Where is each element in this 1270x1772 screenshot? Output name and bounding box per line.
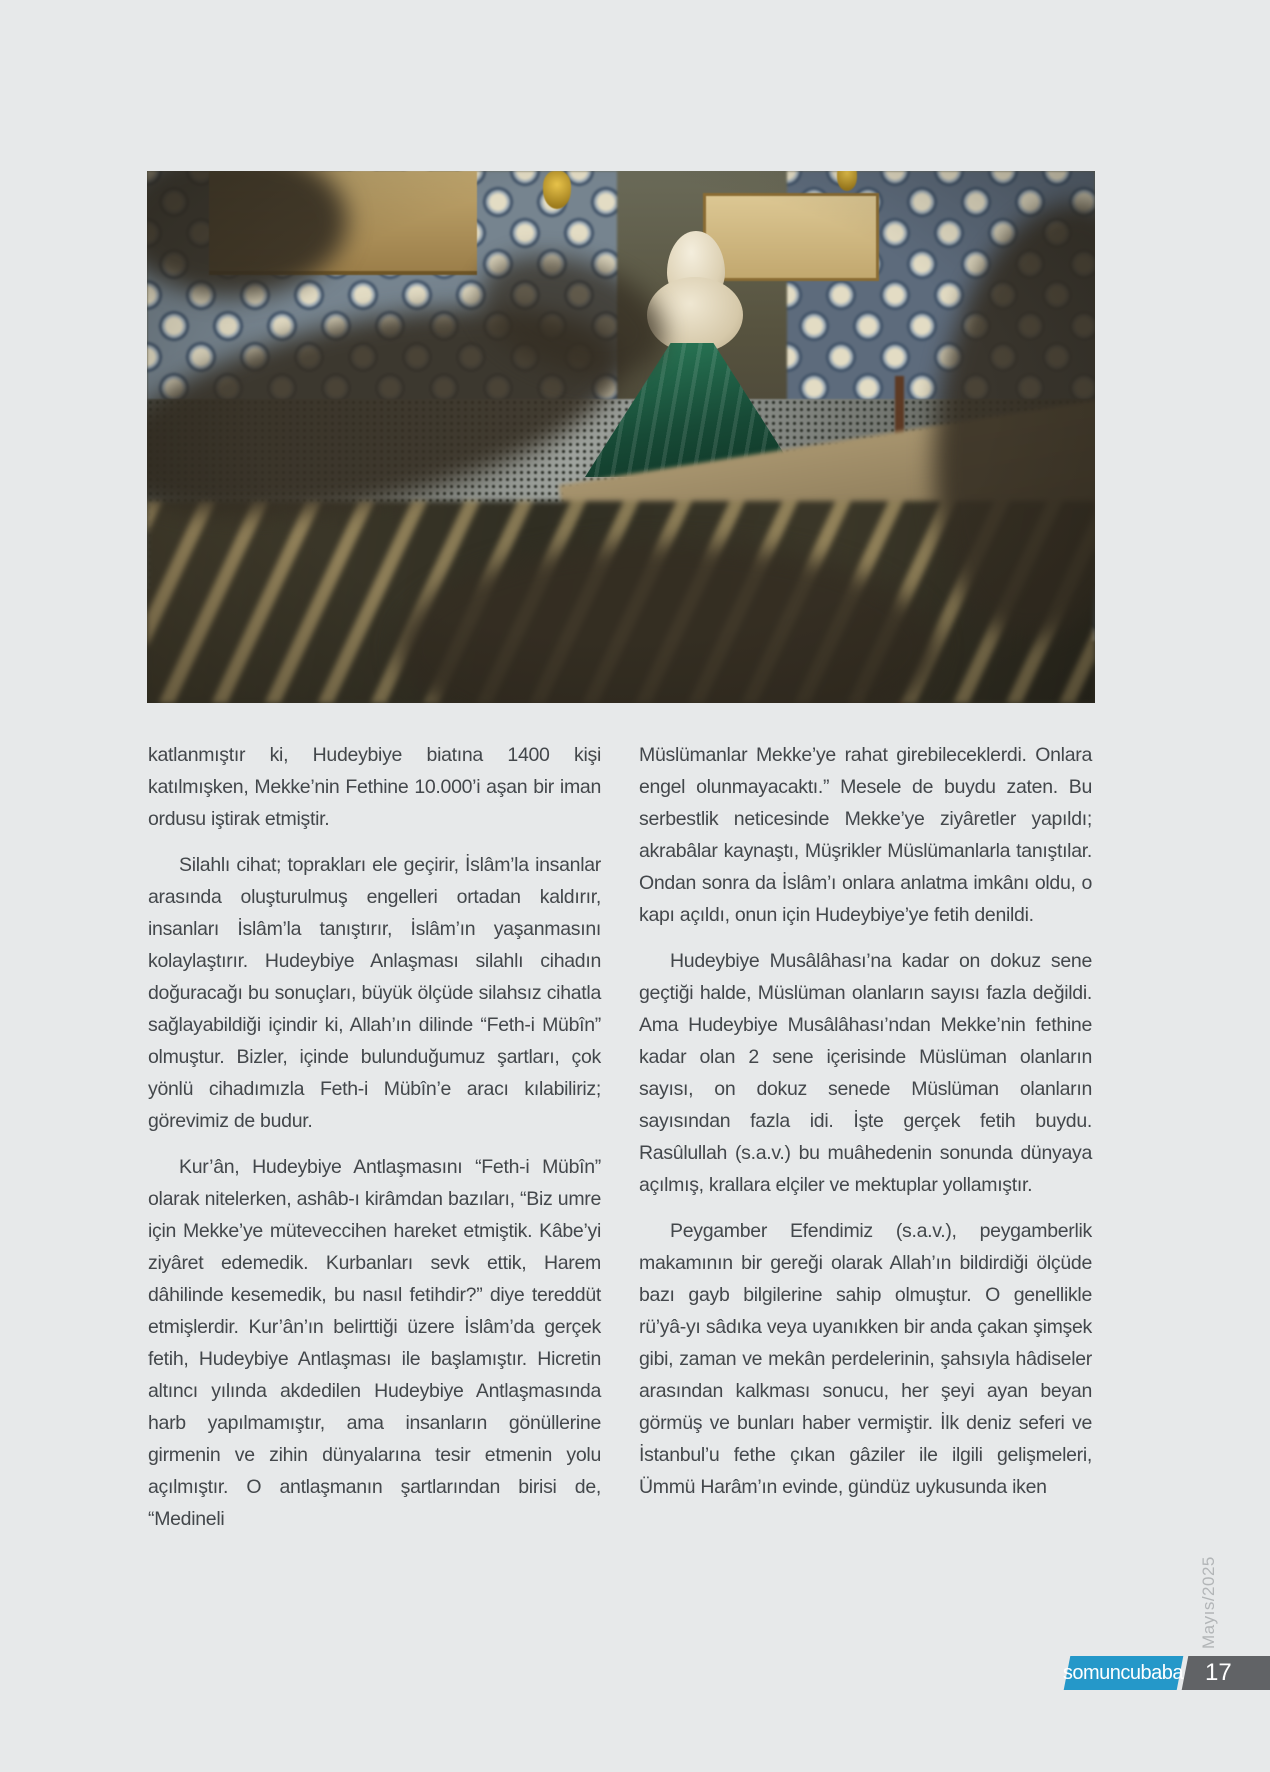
article-paragraph: Silahlı cihat; toprakları ele geçirir, İslâm’la insanlar arasında oluşturulmuş engelleri ortadan kaldırır, insanları İslâm’la tanıştırır, İslâm’ın yaşanmasını kolaylaştırır. Hudeybiye Anlaşması silahlı cihadın doğuracağı bu sonuçları, büyük ölçüde silahsız cihatla sağlayabildiği içindir ki, Allah’ın dilinde “Feth-i Mübîn” olmuştur. Bizler, içinde bulunduğumuz şartları, çok yönlü cihadımızla Feth-i Mübîn’e aracı kılabiliriz; görevimiz de budur.: [148, 854, 601, 1132]
article-photo: [147, 171, 1095, 703]
footer-brand-plate: [1064, 1656, 1184, 1690]
footer-page-plate: [1182, 1656, 1270, 1690]
page-number: 17: [1205, 1659, 1232, 1686]
issue-date-vertical: Mayıs/2025: [1199, 1556, 1218, 1649]
article-paragraph: Müslümanlar Mekke’ye rahat girebileceklerdi. Onlara engel olunmayacaktı.” Mesele de buydu zaten. Bu serbestlik neticesinde Mekke’ye ziyâretler yapıldı; akrabâlar kaynaştı, Müşrikler Müslümanlarla tanıştılar. Ondan sonra da İslâm’ı onlara anlatma imkânı oldu, o kapı açıldı, onun için Hudeybiye’ye fetih denildi.: [639, 744, 1092, 926]
photo-vignette: [147, 171, 1095, 703]
article-paragraph: Hudeybiye Musâlâhası’na kadar on dokuz sene geçtiği halde, Müslüman olanların sayısı fazla değildi. Ama Hudeybiye Musâlâhası’ndan Mekke’nin fethine kadar olan 2 sene içerisinde Müslüman olanların sayısı, on dokuz senede Müslüman olanların sayısından fazla idi. İşte gerçek fetih buydu. Rasûlullah (s.a.v.) bu muâhedenin sonunda dünyaya açılmış, krallara elçiler ve mektuplar yollamıştır.: [639, 950, 1092, 1196]
magazine-title: somuncubaba: [1063, 1661, 1184, 1684]
article-paragraph: Kur’ân, Hudeybiye Antlaşmasını “Feth-i Mübîn” olarak nitelerken, ashâb-ı kirâmdan bazıları, “Biz umre için Mekke’ye müteveccihen hareket etmiştik. Kâbe’yi ziyâret edemedik. Kurbanları sevk ettik, Harem dâhilinde kesemedik, bu nasıl fetihdir?” diye tereddüt etmişlerdir. Kur’ân’ın belirttiği üzere İslâm’da gerçek fetih, Hudeybiye Antlaşması ile başlamıştır. Hicretin altıncı yılında akdedilen Hudeybiye Antlaşmasında harb yapılmamıştır, ama insanların gönüllerine girmenin ve zihin dünyalarına tesir etmenin yolu açılmıştır. O antlaşmanın şartlarından birisi de, “Medineli: [148, 1156, 601, 1530]
left-column: [148, 739, 601, 1535]
article-paragraph: katlanmıştır ki, Hudeybiye biatına 1400 kişi katılmışken, Mekke’nin Fethine 10.000’i aşan bir iman ordusu iştirak etmiştir.: [148, 744, 601, 830]
article-paragraph: Peygamber Efendimiz (s.a.v.), peygamberlik makamının bir gereği olarak Allah’ın bildirdiği ölçüde bazı gayb bilgilerine sahip olmuştur. O genellikle rü’yâ-yı sâdıka veya uyanıkken bir anda çakan şimşek gibi, zaman ve mekân perdelerinin, şahsıyla hâdiseler arasından kalkması sonucu, her şeyi ayan beyan görmüş ve bunları haber vermiştir. İlk deniz seferi ve İstanbul’u fethe çıkan gâziler ile ilgili gelişmeleri, Ümmü Harâm’ın evinde, gündüz uykusunda iken: [639, 1220, 1092, 1498]
right-column: [639, 739, 1092, 1535]
article-body: [148, 739, 1093, 1535]
